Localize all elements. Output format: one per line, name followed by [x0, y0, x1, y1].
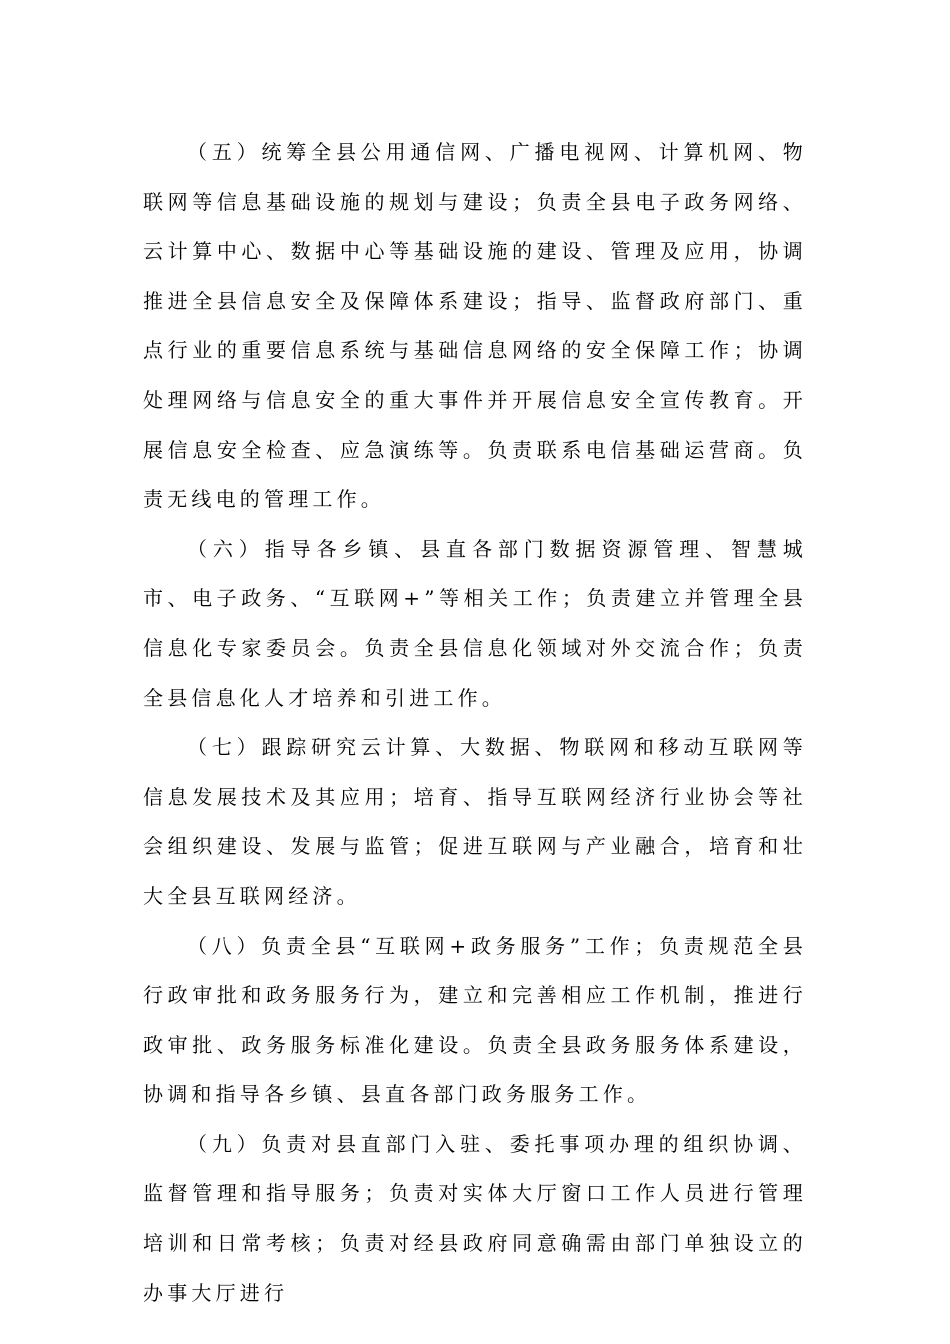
paragraph-5: （五）统筹全县公用通信网、广播电视网、计算机网、物联网等信息基础设施的规划与建设；负责全县电子政务网络、云计算中心、数据中心等基础设施的建设、管理及应用，协调推进全县信息安全及保障体系建设；指导、监督政府部门、重点行业的重要信息系统与基础信息网络的安全保障工作；协调处理网络与信息安全的重大事件并开展信息安全宣传教育。开展信息安全检查、应急演练等。负责联系电信基础运营商。负责无线电的管理工作。 — [143, 140, 807, 512]
paragraph-8: （八）负责全县“互联网+政务服务”工作；负责规范全县行政审批和政务服务行为，建立和完善相应工作机制，推进行政审批、政务服务标准化建设。负责全县政务服务体系建设，协调和指导各乡镇、县直各部门政务服务工作。 — [143, 933, 807, 1107]
paragraph-7: （七）跟踪研究云计算、大数据、物联网和移动互联网等信息发展技术及其应用；培育、指导互联网经济行业协会等社会组织建设、发展与监管；促进互联网与产业融合，培育和壮大全县互联网经济。 — [143, 735, 807, 908]
paragraph-9: （九）负责对县直部门入驻、委托事项办理的组织协调、监督管理和指导服务；负责对实体大厅窗口工作人员进行管理培训和日常考核；负责对经县政府同意确需由部门单独设立的办事大厅进行 — [143, 1131, 807, 1305]
document-body — [143, 128, 807, 1318]
paragraph-6: （六）指导各乡镇、县直各部门数据资源管理、智慧城市、电子政务、“互联网+”等相关工作；负责建立并管理全县信息化专家委员会。负责全县信息化领域对外交流合作；负责全县信息化人才培养和引进工作。 — [143, 536, 807, 710]
